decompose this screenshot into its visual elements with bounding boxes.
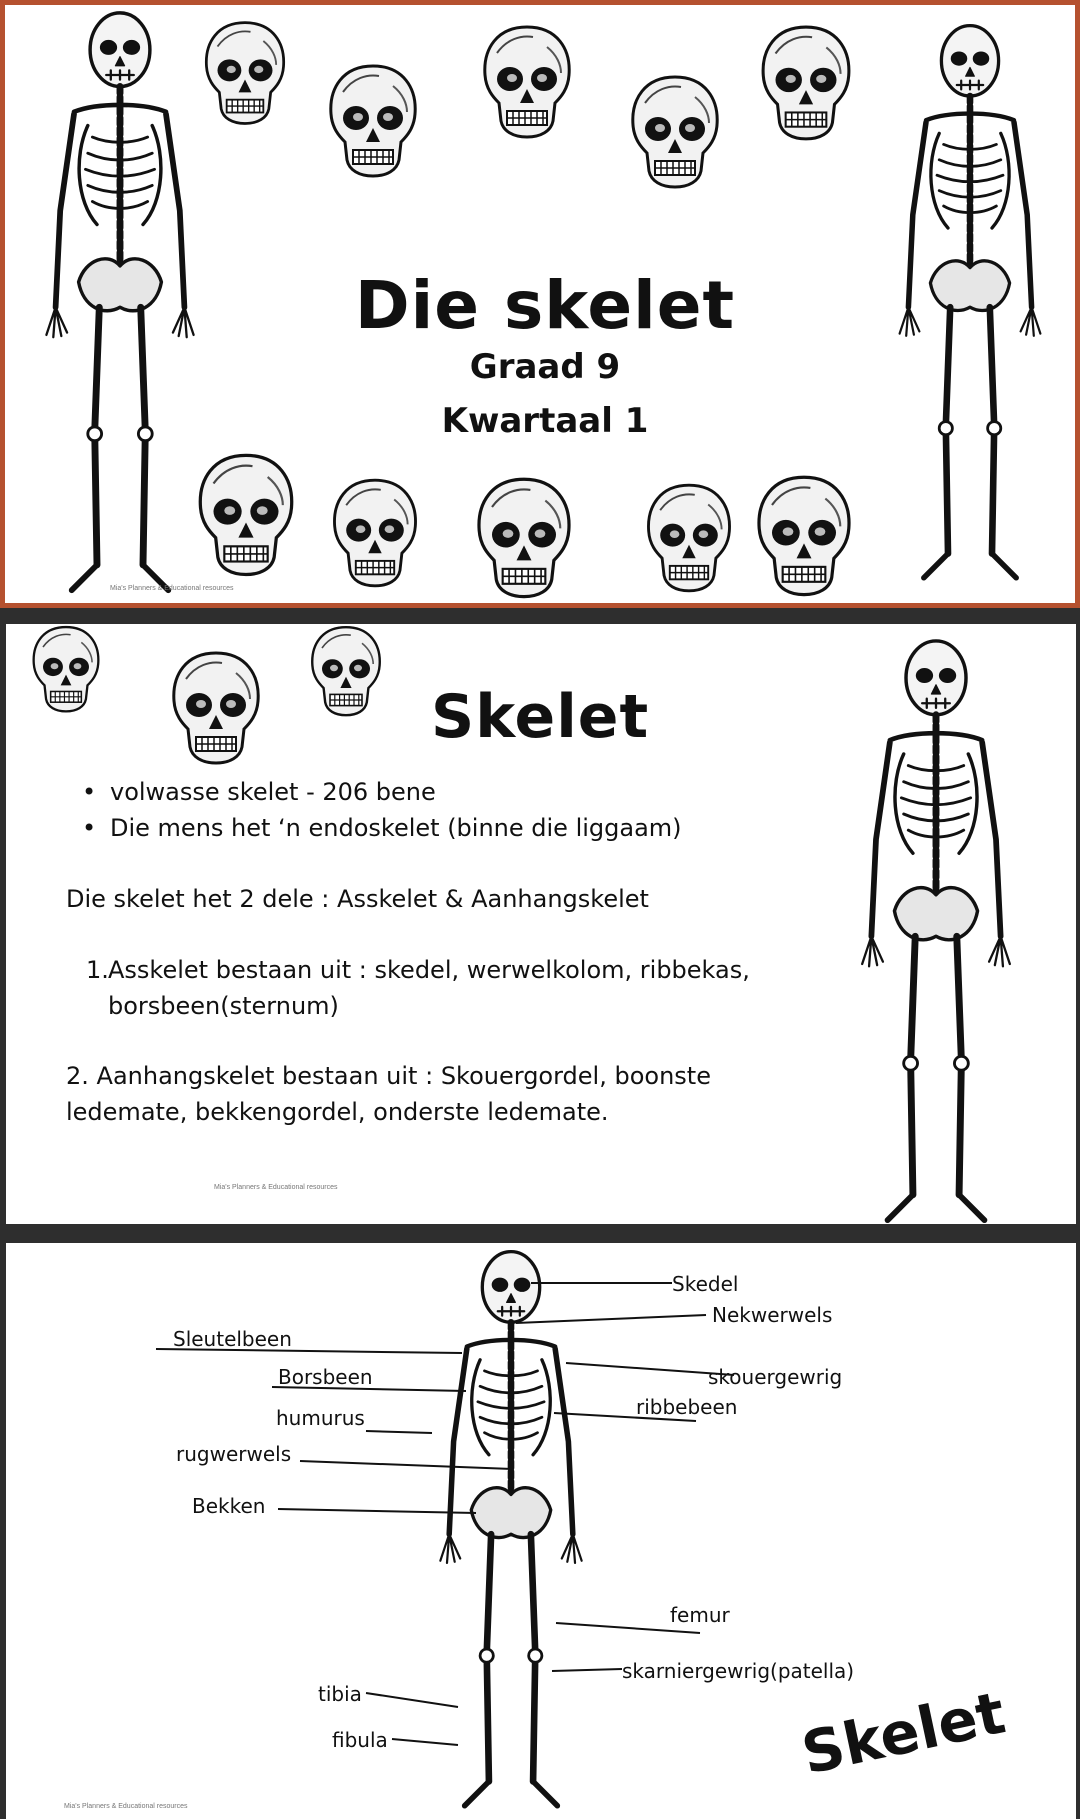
skull-illustration [467, 23, 587, 143]
skull-illustration [187, 451, 305, 581]
label-fibula: fibula [332, 1728, 388, 1752]
label-nekwerwels: Nekwerwels [712, 1303, 833, 1327]
label-skedel: Skedel [672, 1272, 739, 1296]
label-humurus: humurus [276, 1406, 365, 1430]
bullet-icon: • [82, 814, 97, 842]
skull-illustration [641, 473, 737, 605]
bullet-item: • volwasse skelet - 206 bene [86, 774, 436, 810]
slide-title: Skelet [431, 682, 650, 752]
dancing-skeleton-illustration [786, 634, 1076, 1224]
credit-text: Mia's Planners & Educational resources [110, 585, 234, 592]
credit-text: Mia's Planners & Educational resources [64, 1803, 188, 1810]
intro-text: Die skelet het 2 dele : Asskelet & Aanhangskelet [66, 885, 649, 913]
label-tibia: tibia [318, 1682, 362, 1706]
list-item-number: 1. [86, 956, 109, 984]
label-ribbebeen: ribbebeen [636, 1395, 738, 1419]
label-borsbeen: Borsbeen [278, 1365, 373, 1389]
grade-subtitle: Graad 9 [469, 347, 621, 387]
list-item-text: Asskelet bestaan uit : skedel, werwelkolom, ribbekas, [108, 956, 750, 984]
skull-illustration [625, 69, 725, 197]
skull-illustration [327, 467, 423, 601]
label-femur: femur [670, 1603, 730, 1627]
diagram-slide [6, 1243, 1076, 1819]
skull-illustration [286, 624, 406, 720]
list-item-text: borsbeen(sternum) [108, 992, 339, 1020]
title-slide [0, 0, 1080, 608]
skull-illustration [465, 475, 583, 603]
label-skouergewrig: skouergewrig [708, 1365, 843, 1389]
bullet-item: • Die mens het ‘n endoskelet (binne die liggaam) [86, 810, 682, 846]
skull-illustration [190, 19, 300, 129]
skull-illustration [323, 57, 423, 187]
slide-title: Skelet [796, 1678, 1011, 1788]
label-sleutelbeen: Sleutelbeen [173, 1327, 292, 1351]
skull-illustration [747, 23, 865, 145]
skull-illustration [166, 644, 266, 774]
label-skarniergewrig: skarniergewrig(patella) [622, 1659, 855, 1683]
content-slide [6, 624, 1076, 1224]
skull-illustration [745, 473, 863, 601]
label-rugwerwels: rugwerwels [176, 1442, 292, 1466]
credit-text: Mia's Planners & Educational resources [214, 1184, 338, 1191]
list-item-text: ledemate, bekkengordel, onderste ledemate. [66, 1098, 609, 1126]
slide-title: Die skelet [354, 267, 736, 344]
list-item-text: 2. Aanhangskelet bestaan uit : Skouergordel, boonste [66, 1062, 711, 1090]
bullet-icon: • [82, 778, 97, 806]
skull-illustration [6, 624, 126, 716]
term-subtitle: Kwartaal 1 [441, 401, 649, 441]
label-bekken: Bekken [192, 1494, 266, 1518]
